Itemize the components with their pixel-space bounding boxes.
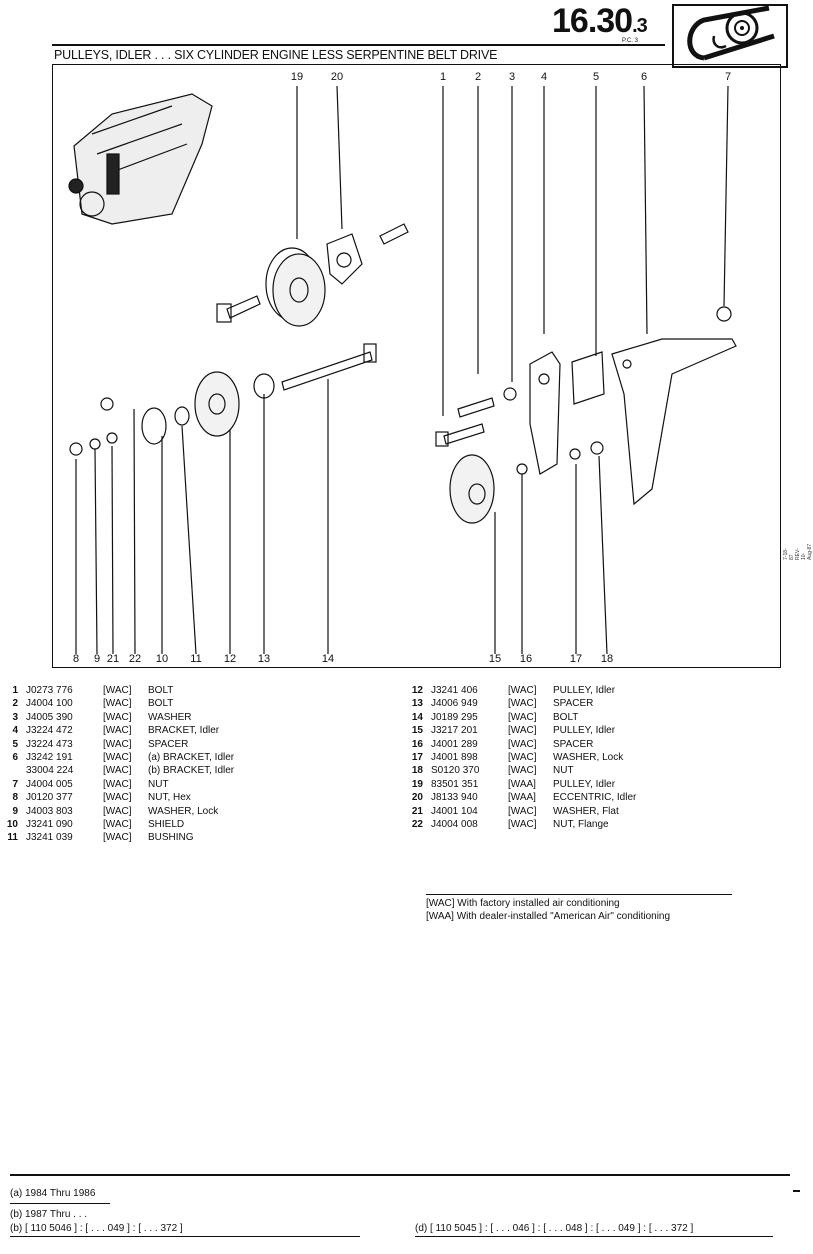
callout-21: 21 xyxy=(106,653,120,665)
part-row xyxy=(0,697,390,710)
application-code: [WAC] xyxy=(103,765,132,777)
part-number-index: 2 xyxy=(12,698,18,710)
callout-20: 20 xyxy=(330,71,344,83)
part-row xyxy=(0,791,390,804)
callout-11: 11 xyxy=(190,653,202,665)
part-number-index: 19 xyxy=(411,778,423,790)
callout-2: 2 xyxy=(474,71,482,83)
engine-sketch xyxy=(69,94,212,224)
callout-18: 18 xyxy=(600,653,614,665)
part-number: S0120 370 xyxy=(431,765,480,777)
part-number: J0189 295 xyxy=(431,711,478,723)
part-row xyxy=(0,778,390,791)
part-row xyxy=(405,697,785,710)
application-code: [WAC] xyxy=(103,818,132,830)
section-sub: .3 xyxy=(632,15,647,37)
application-code: [WAA] xyxy=(508,792,536,804)
exploded-parts-diagram xyxy=(52,64,779,666)
part-number-index: 18 xyxy=(411,765,423,777)
part-number-index: 6 xyxy=(12,751,18,763)
part-number-index: 11 xyxy=(7,832,18,844)
part-row xyxy=(0,831,390,844)
part-number: J3224 473 xyxy=(26,738,73,750)
application-code: [WAC] xyxy=(508,765,537,777)
part-row xyxy=(0,764,390,777)
application-code: [WAC] xyxy=(103,738,132,750)
part-number: J3217 201 xyxy=(431,725,478,737)
application-code: [WAC] xyxy=(103,832,132,844)
part-number-index: 20 xyxy=(411,792,423,804)
part-number: J4001 104 xyxy=(431,805,478,817)
part-row xyxy=(0,684,390,697)
footer-dash xyxy=(793,1190,800,1192)
application-code: [WAC] xyxy=(508,698,537,710)
callout-8: 8 xyxy=(72,653,80,665)
footnote-b: (b) 1987 Thru . . . xyxy=(10,1209,88,1220)
application-code: [WAC] xyxy=(103,778,132,790)
part-number-index: 9 xyxy=(12,805,18,817)
part-number: J4005 390 xyxy=(26,711,73,723)
part-description: SHIELD xyxy=(148,818,185,830)
part-number-index: 17 xyxy=(411,751,423,763)
part-row xyxy=(0,711,390,724)
part-number-index: 13 xyxy=(411,698,423,710)
footnote-c: (b) [ 110 5046 ] : [ . . . 049 ] : [ . . . 372 ] xyxy=(10,1223,183,1234)
part-description: SPACER xyxy=(553,698,594,710)
part-number-index: 3 xyxy=(12,711,18,723)
callout-12: 12 xyxy=(223,653,237,665)
application-code: [WAC] xyxy=(103,698,132,710)
legend-waa: [WAA] With dealer-installed "American Air" conditioning xyxy=(426,910,671,922)
part-description: PULLEY, Idler xyxy=(553,778,616,790)
part-number: J3224 472 xyxy=(26,725,73,737)
revision-note: 7-18-87 REV-10-Aug-87 xyxy=(783,543,813,560)
callout-19: 19 xyxy=(290,71,304,83)
application-code: [WAC] xyxy=(103,725,132,737)
part-description: NUT xyxy=(553,765,574,777)
part-number: J3241 039 xyxy=(26,832,73,844)
part-number: J4001 898 xyxy=(431,751,478,763)
part-description: WASHER, Flat xyxy=(553,805,619,817)
part-number-index: 1 xyxy=(12,685,18,696)
part-number: J8133 940 xyxy=(431,792,478,804)
callout-9: 9 xyxy=(93,653,101,665)
part-number-index: 5 xyxy=(12,738,18,750)
callout-1: 1 xyxy=(439,71,447,83)
pulley-belt-icon xyxy=(674,6,786,66)
application-code: [WAC] xyxy=(508,711,537,723)
part-number-index: 12 xyxy=(411,685,423,696)
parts-list-right xyxy=(405,684,785,831)
part-description: WASHER xyxy=(148,711,192,723)
part-number: J0273 776 xyxy=(26,685,73,696)
part-number-index: 15 xyxy=(411,725,423,737)
application-code: [WAC] xyxy=(103,792,132,804)
part-row xyxy=(405,738,785,751)
part-number-index: 14 xyxy=(411,711,423,723)
callout-14: 14 xyxy=(321,653,335,665)
part-description: PULLEY, Idler xyxy=(553,685,616,696)
part-description: (b) BRACKET, Idler xyxy=(148,765,235,777)
callout-15: 15 xyxy=(488,653,502,665)
part-description: BOLT xyxy=(553,711,579,723)
callout-6: 6 xyxy=(640,71,648,83)
application-code: [WAC] xyxy=(508,725,537,737)
part-row xyxy=(0,738,390,751)
part-number-index: 4 xyxy=(12,725,18,737)
application-code: [WAC] xyxy=(508,685,537,696)
footnote-rule xyxy=(10,1203,110,1204)
legend-wac: [WAC] With factory installed air conditioning xyxy=(426,898,620,909)
footer-rule xyxy=(10,1174,790,1176)
part-row xyxy=(0,805,390,818)
callout-3: 3 xyxy=(508,71,516,83)
part-number: J3241 406 xyxy=(431,685,478,696)
part-description: WASHER, Lock xyxy=(553,751,624,763)
callout-4: 4 xyxy=(540,71,548,83)
part-row xyxy=(0,751,390,764)
part-description: SPACER xyxy=(148,738,189,750)
part-description: BOLT xyxy=(148,698,174,710)
footnote-d: (d) [ 110 5045 ] : [ . . . 046 ] : [ . . . 048 ] : [ . . . 049 ] : [ . . . 372 ] xyxy=(415,1223,694,1234)
part-row xyxy=(405,764,785,777)
title-rule xyxy=(52,44,665,46)
part-row xyxy=(405,818,785,831)
footnote-a: (a) 1984 Thru 1986 xyxy=(10,1188,96,1199)
callout-17: 17 xyxy=(569,653,583,665)
part-row xyxy=(405,684,785,697)
page-code: P.C. 3 xyxy=(622,38,638,44)
callout-5: 5 xyxy=(592,71,600,83)
application-code: [WAC] xyxy=(103,685,132,696)
part-number: 83501 351 xyxy=(431,778,479,790)
pulley-belt-logo xyxy=(672,4,788,68)
part-description: SPACER xyxy=(553,738,594,750)
part-number: J4004 008 xyxy=(431,818,478,830)
callout-22: 22 xyxy=(128,653,142,665)
part-row xyxy=(0,724,390,737)
part-row xyxy=(0,818,390,831)
part-number: J4003 803 xyxy=(26,805,73,817)
part-description: BOLT xyxy=(148,685,174,696)
part-description: NUT, Hex xyxy=(148,792,191,804)
part-description: BRACKET, Idler xyxy=(148,725,220,737)
part-number-index: 8 xyxy=(12,792,18,804)
part-row xyxy=(405,751,785,764)
part-number: J4006 949 xyxy=(431,698,478,710)
footnote-rule xyxy=(415,1236,773,1237)
part-description: WASHER, Lock xyxy=(148,805,219,817)
application-code: [WAA] xyxy=(508,778,536,790)
page-title: PULLEYS, IDLER . . . SIX CYLINDER ENGINE LESS SERPENTINE BELT DRIVE xyxy=(54,48,498,62)
part-row xyxy=(405,724,785,737)
part-number-index: 10 xyxy=(6,818,18,830)
application-code: [WAC] xyxy=(508,805,537,817)
legend-rule xyxy=(426,894,732,895)
part-number-index: 16 xyxy=(411,738,423,750)
part-number: J4004 100 xyxy=(26,698,73,710)
parts-list-left xyxy=(0,684,390,845)
legend xyxy=(426,898,670,923)
part-description: PULLEY, Idler xyxy=(553,725,616,737)
callout-10: 10 xyxy=(155,653,169,665)
part-number-index: 7 xyxy=(12,778,18,790)
callout-16: 16 xyxy=(519,653,533,665)
part-number: J3241 090 xyxy=(26,818,73,830)
application-code: [WAC] xyxy=(103,751,132,763)
part-number-index: 22 xyxy=(411,818,423,830)
part-description: NUT xyxy=(148,778,169,790)
application-code: [WAC] xyxy=(103,805,132,817)
application-code: [WAC] xyxy=(508,738,537,750)
part-description: BUSHING xyxy=(148,832,194,844)
part-number: J4004 005 xyxy=(26,778,73,790)
part-row xyxy=(405,711,785,724)
part-number: J3242 191 xyxy=(26,751,73,763)
part-description: (a) BRACKET, Idler xyxy=(148,751,235,763)
application-code: [WAC] xyxy=(508,818,537,830)
application-code: [WAC] xyxy=(103,711,132,723)
part-row xyxy=(405,791,785,804)
callout-13: 13 xyxy=(257,653,271,665)
application-code: [WAC] xyxy=(508,751,537,763)
part-row xyxy=(405,805,785,818)
part-number: J4001 289 xyxy=(431,738,478,750)
part-row xyxy=(405,778,785,791)
part-number: 33004 224 xyxy=(26,765,74,777)
part-number: J0120 377 xyxy=(26,792,73,804)
callout-7: 7 xyxy=(724,71,732,83)
part-description: NUT, Flange xyxy=(553,818,609,830)
section-number: 16.30.3 xyxy=(552,2,647,40)
part-number-index: 21 xyxy=(411,805,423,817)
part-description: ECCENTRIC, Idler xyxy=(553,792,637,804)
footnote-rule xyxy=(10,1236,360,1237)
